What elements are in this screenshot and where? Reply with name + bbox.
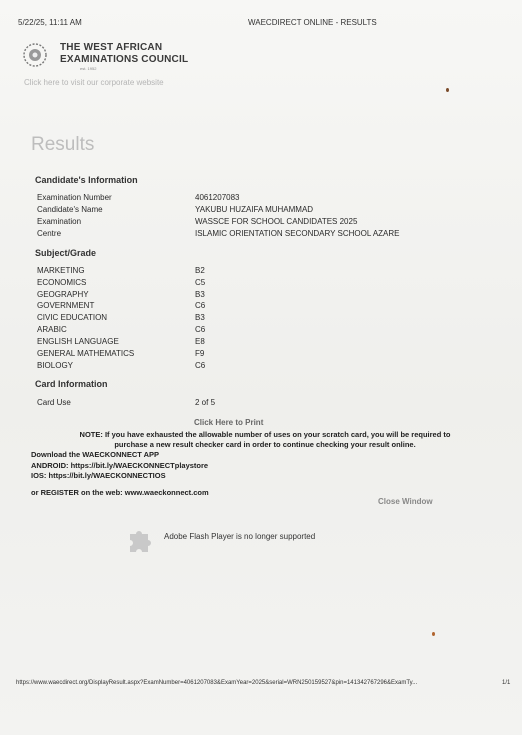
- note-prefix: NOTE:: [79, 430, 103, 439]
- logo-text-line2: EXAMINATIONS COUNCIL: [60, 54, 189, 65]
- app-download-text: Download the WAECKONNECT APP: [31, 450, 160, 459]
- subject-grade: B3: [195, 313, 205, 322]
- print-link[interactable]: Click Here to Print: [194, 418, 264, 427]
- card-info-heading: Card Information: [35, 379, 108, 389]
- subject-name: GEOGRAPHY: [37, 290, 89, 299]
- android-link[interactable]: ANDROID: https://bit.ly/WAECKONNECTplaystore: [31, 461, 209, 470]
- subject-grade: E8: [195, 337, 205, 346]
- logo-text-line1: THE WEST AFRICAN: [60, 42, 163, 53]
- candidate-name-value: YAKUBU HUZAIFA MUHAMMAD: [195, 205, 314, 214]
- paper-speck: [446, 88, 449, 92]
- plugin-puzzle-icon: [124, 524, 154, 554]
- card-use-value: 2 of 5: [195, 398, 216, 407]
- subject-name: CIVIC EDUCATION: [37, 313, 108, 322]
- note-line1: If you have exhausted the allowable number of uses on your scratch card, you will be required to: [104, 430, 451, 439]
- flash-unsupported-text: Adobe Flash Player is no longer supported: [164, 532, 316, 541]
- candidate-info-heading: Candidate's Information: [35, 175, 138, 185]
- subject-grade: B3: [195, 290, 205, 299]
- centre-label: Centre: [37, 229, 62, 238]
- candidate-name-label: Candidate's Name: [37, 205, 103, 214]
- subject-name: BIOLOGY: [37, 361, 74, 370]
- subject-grade: C6: [195, 325, 206, 334]
- subject-name: MARKETING: [37, 266, 85, 275]
- subject-name: GENERAL MATHEMATICS: [37, 349, 135, 358]
- logo-tagline: est. 1952: [80, 66, 97, 71]
- page-title: Results: [31, 134, 95, 155]
- print-datetime: 5/22/25, 11:11 AM: [18, 18, 82, 27]
- subject-grade: C5: [195, 278, 206, 287]
- examination-label: Examination: [37, 217, 82, 226]
- subject-name: ECONOMICS: [37, 278, 87, 287]
- waec-emblem-icon: [22, 42, 48, 68]
- subject-name: ENGLISH LANGUAGE: [37, 337, 119, 346]
- waec-logo[interactable]: [20, 40, 210, 76]
- subject-grade: F9: [195, 349, 205, 358]
- scratch-card-note: [30, 430, 500, 450]
- print-doc-title: WAECDIRECT ONLINE - RESULTS: [248, 18, 377, 27]
- subject-grade-heading: Subject/Grade: [35, 248, 97, 258]
- exam-number-label: Examination Number: [37, 193, 112, 202]
- exam-number-value: 4061207083: [195, 193, 240, 202]
- card-use-label: Card Use: [37, 398, 71, 407]
- subject-grade: C6: [195, 301, 206, 310]
- subject-grade: B2: [195, 266, 205, 275]
- paper-speck: [432, 632, 435, 636]
- close-window-button[interactable]: Close Window: [378, 497, 433, 506]
- ios-link[interactable]: IOS: https://bit.ly/WAECKONNECTIOS: [31, 471, 166, 480]
- register-link[interactable]: or REGISTER on the web: www.waeckonnect.com: [31, 488, 209, 497]
- corporate-website-link[interactable]: Click here to visit our corporate website: [24, 78, 164, 87]
- subject-name: GOVERNMENT: [37, 301, 95, 310]
- footer-url: https://www.waecdirect.org/DisplayResult.aspx?ExamNumber=4061207083&ExamYear=2025&serial=WRN250159527&pin=141342767296&ExamTy...: [16, 680, 418, 686]
- subject-name: ARABIC: [37, 325, 67, 334]
- examination-value: WASSCE FOR SCHOOL CANDIDATES 2025: [195, 217, 358, 226]
- footer-page-number: 1/1: [502, 680, 511, 686]
- centre-value: ISLAMIC ORIENTATION SECONDARY SCHOOL AZARE: [195, 229, 400, 238]
- subject-grade: C6: [195, 361, 206, 370]
- note-line2: purchase a new result checker card in order to continue checking your result online.: [114, 440, 416, 449]
